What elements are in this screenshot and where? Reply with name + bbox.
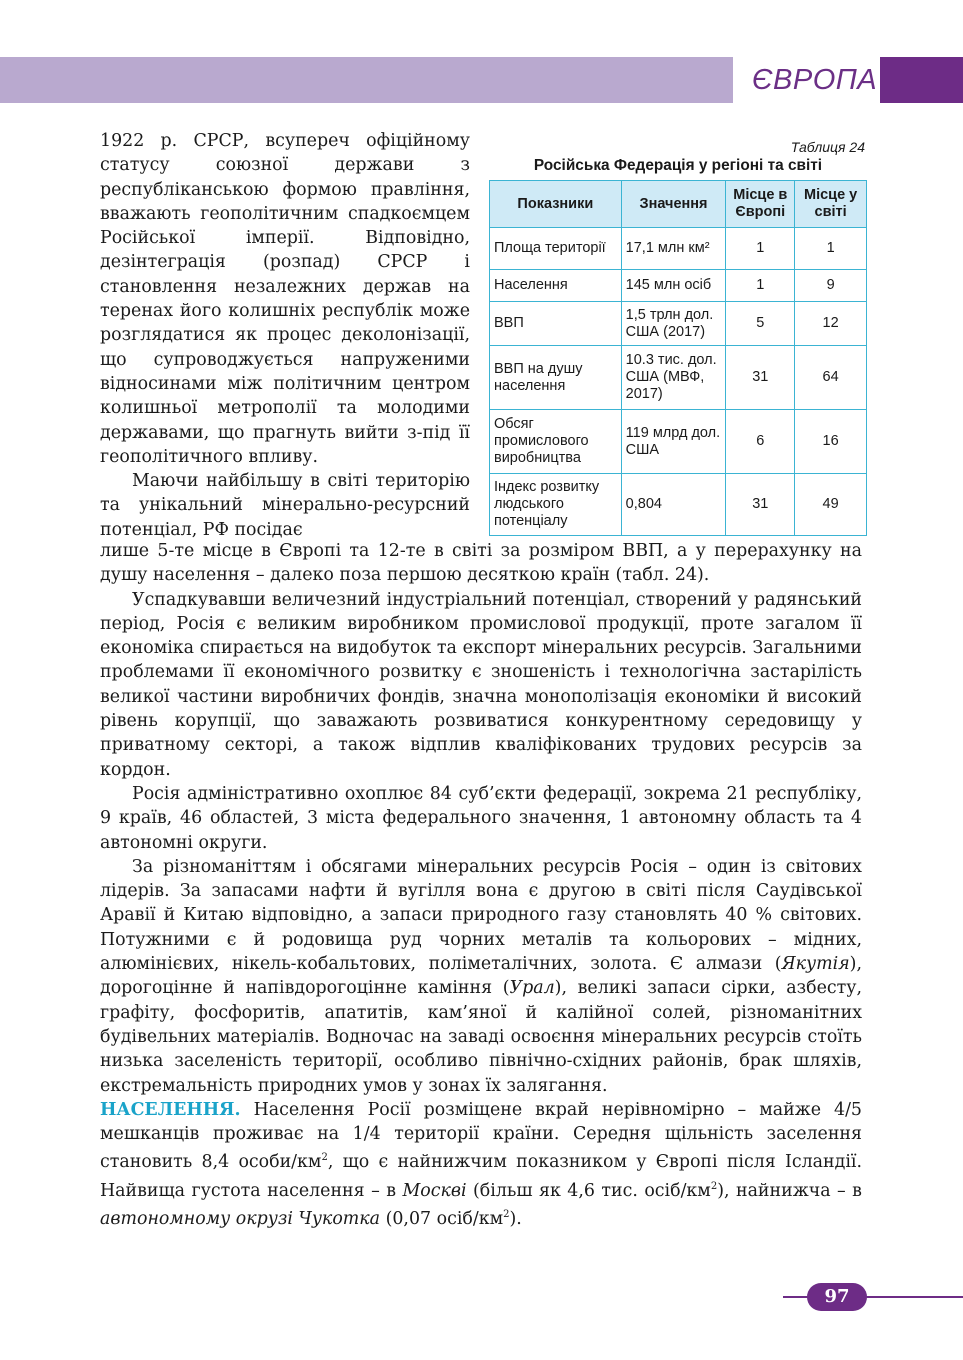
- row-value: 1,5 трлн дол. США (2017): [621, 302, 726, 346]
- section-title: ЄВРОПА: [752, 64, 878, 96]
- text-span: Населення Росії розміщене вкрай нерівномірно – майже 4/5 мешканців проживає на 1/4 території країни. Середня щільність заселення становить 8,4 особи/км: [100, 1099, 862, 1173]
- row-rank-world: 9: [795, 270, 867, 302]
- paragraph-population: [100, 1098, 862, 1231]
- left-column-text: [100, 129, 470, 542]
- row-rank-world: 1: [795, 228, 867, 270]
- table-row: [490, 270, 867, 302]
- text-span: (0,07 осіб/км: [380, 1208, 504, 1229]
- table-row: [490, 346, 867, 410]
- table-row: [490, 302, 867, 346]
- superscript: 2: [503, 1208, 510, 1220]
- header-value: Значення: [621, 181, 726, 228]
- row-rank-europe: 1: [726, 228, 795, 270]
- row-label: Площа території: [490, 228, 622, 270]
- russia-stats-table: [489, 180, 867, 536]
- header-indicator: Показники: [490, 181, 622, 228]
- place-moscow: Москві: [402, 1180, 467, 1201]
- row-rank-world: 64: [795, 346, 867, 410]
- table-caption: Таблиця 24: [790, 139, 865, 155]
- main-text: [100, 539, 862, 1231]
- row-label: Індекс розвитку людського потенціалу: [490, 474, 622, 536]
- row-label: Населення: [490, 270, 622, 302]
- row-rank-europe: 31: [726, 474, 795, 536]
- row-value: 17,1 млн км²: [621, 228, 726, 270]
- row-rank-europe: 5: [726, 302, 795, 346]
- row-rank-world: 12: [795, 302, 867, 346]
- text-span: (більш як 4,6 тис. осіб/км: [466, 1180, 711, 1201]
- table-row: [490, 228, 867, 270]
- text-span: ).: [509, 1208, 522, 1229]
- header-accent-block: [880, 57, 963, 103]
- row-value: 0,804: [621, 474, 726, 536]
- row-label: ВВП на душу населення: [490, 346, 622, 410]
- text-span: За різноманіттям і обсягами мінеральних ресурсів Росія – один із світових лідерів. За запасами нафти й вугілля вона є другою в світі після Саудівської Аравії й Китаю відповідно, а запаси природного газу становлять 40 % світових. Потужними є й родовища руд чорних металів та кольорових – мідних, алюмінієвих, нікель-кобальтових, поліметалічних, золота. Є алмази (: [100, 856, 862, 975]
- place-ural: Урал: [509, 978, 555, 999]
- paragraph-administrative: Росія адміністративно охоплює 84 суб’єкти федерації, зокрема 21 республіку, 9 країв, 46 областей, 3 міста федерального значення, 1 автономну область та 4 автономні округи.: [100, 783, 862, 853]
- row-label: Обсяг промислового виробництва: [490, 410, 622, 474]
- paragraph-gdp-continued: лише 5-те місце в Європі та 12-те в світі за розміром ВВП, а у перерахунку на душу населення – далеко поза першою десяткою країн (табл. 24).: [100, 541, 862, 586]
- table-header-row: [490, 181, 867, 228]
- text-span: ), найнижча – в: [717, 1180, 862, 1201]
- row-rank-europe: 6: [726, 410, 795, 474]
- row-value: 145 млн осіб: [621, 270, 726, 302]
- text-span: ), великі запаси сірки, азбесту, графіту, фосфоритів, апатитів, кам’яної й калійної солей, різноманітних будівельних матеріалів. Водночас на заваді освоєння мінеральних ресурсів стоїть низька заселеність території, особливо північно-східних районів, брак шляхів, екстремальність природних умов у зонах їх залягання.: [100, 978, 862, 1096]
- header-rank-world: Місце у світі: [795, 181, 867, 228]
- table-row: [490, 410, 867, 474]
- row-rank-world: 16: [795, 410, 867, 474]
- row-value: 119 млрд дол. США: [621, 410, 726, 474]
- superscript: 2: [710, 1180, 718, 1192]
- paragraph-minerals: [100, 855, 862, 1098]
- place-yakutia: Якутія: [781, 954, 850, 975]
- place-chukotka: автономному окрузі Чукотка: [100, 1208, 381, 1229]
- header-rank-europe: Місце в Європі: [726, 181, 795, 228]
- row-rank-world: 49: [795, 474, 867, 536]
- table-row: [490, 474, 867, 536]
- table-title: Російська Федерація у регіоні та світі: [533, 157, 823, 174]
- text-span: , що є найнижчим показником у Європі після Ісландії. Найвища густота населення – в: [100, 1152, 862, 1201]
- page-number: 97: [807, 1283, 867, 1311]
- row-rank-europe: 1: [726, 270, 795, 302]
- row-rank-europe: 31: [726, 346, 795, 410]
- text-span: ), дорогоцінне й напівдорогоцінне каміння (: [100, 954, 862, 999]
- row-label: ВВП: [490, 302, 622, 346]
- paragraph-intro: 1922 р. СРСР, всупереч офіційному статусу союзної держави з республіканською формою правління, вважають геополітичним спадкоємцем Російської імперії. Відповідно, дезінтеграція (розпад) СРСР і становлення незалежних держав на теренах його колишніх республік може розглядатися як процес деколонізації, що супроводжується напруженими відносинами між політичним центром колишньої метрополії та молодими державами, що прагнуть вийти з-під її геополітичного впливу.: [100, 131, 470, 467]
- paragraph-territory: Маючи найбільшу в світі територію та унікальний мінерально-ресурсний потенціал, РФ посідає: [100, 471, 470, 540]
- superscript: 2: [321, 1152, 328, 1164]
- paragraph-economy: Успадкувавши величезний індустріальний потенціал, створений у радянський період, Росія є великим виробником промислової продукції, проте загалом її економіка спирається на видобуток та експорт мінеральних ресурсів. Загальними проблемами її економічного розвитку є зношеність і технологічна застарілість великої частини виробничих фондів, значна монополізація економіки й високий рівень корупції, що заважають розвиватися конкурентному середовищу у приватному секторі, а також відплив кваліфікованих трудових ресурсів за кордон.: [100, 589, 862, 780]
- section-heading-population: НАСЕЛЕННЯ.: [100, 1099, 241, 1120]
- row-value: 10.3 тис. дол. США (МВФ, 2017): [621, 346, 726, 410]
- header-band: [0, 57, 733, 103]
